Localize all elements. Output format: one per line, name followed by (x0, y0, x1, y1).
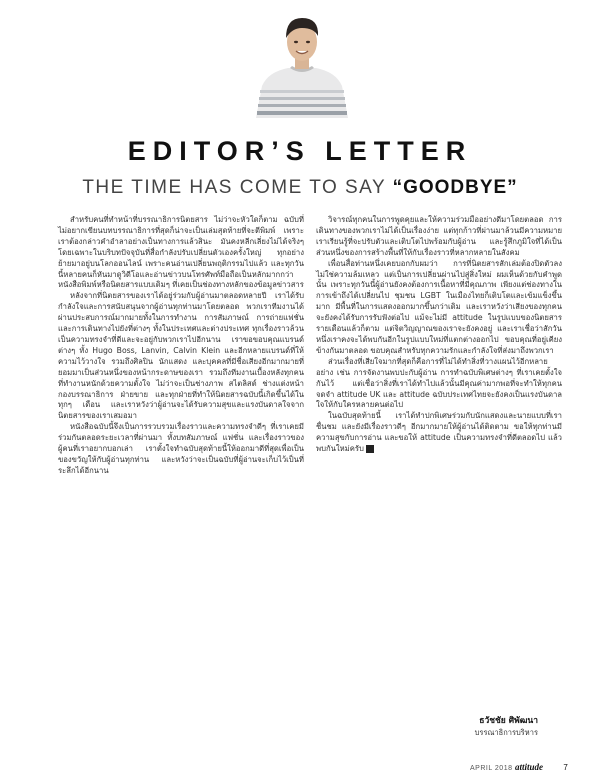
body-paragraph: หลังจากที่นิตยสารของเราได้อยู่ร่วมกับผู้อ่านมาตลอดหลายปี เราได้รับกำลังใจและการสนับสนุนจากผู้อ่านทุกท่านมาโดยตลอด พวกเราทีมงานได้ผ่านประสบการณ์มากมายทั้งในการทำงาน การสัมภาษณ์ การถ่ายแฟชั่น และการเดินทางไปยังที่ต่างๆ ทั้งในประเทศและต่างประเทศ ทุกเรื่องราวล้วนเป็นความทรงจำที่ดีและจะอยู่กับพวกเราไปอีกนาน เราขอขอบคุณแบรนด์ต่างๆ ทั้ง Hugo Boss, Lanvin, Calvin Klein และอีกหลายแบรนด์ที่ให้ความไว้วางใจ รวมถึงศิลปิน นักแสดง และบุคคลที่มีชื่อเสียงอีกมากมายที่ยอมมาเป็นส่วนหนึ่งของหน้ากระดาษของเรา รวมถึงทีมงานเบื้องหลังทุกคนที่ทำงานหนักด้วยความตั้งใจ ไม่ว่าจะเป็นช่างภาพ สไตลิสต์ ช่างแต่งหน้า กองบรรณาธิการ ฝ่ายขาย และทุกฝ่ายที่ทำให้นิตยสารฉบับนี้เกิดขึ้นได้ในทุกๆ เดือน และเราหวังว่าผู้อ่านจะได้รับความสุขและแรงบันดาลใจจากนิตยสารของเราเสมอมา (58, 291, 304, 421)
body-column-left (58, 215, 304, 477)
editor-photo-illustration (248, 6, 356, 118)
body-paragraph: ส่วนเรื่องที่เสียใจมากที่สุดก็คือการที่ไม่ได้ทำสิ่งที่วางแผนไว้อีกหลายอย่าง เช่น การจัดงานพบปะกับผู้อ่าน การทำฉบับพิเศษต่างๆ ที่เราเคยตั้งใจกันไว้ แต่เชื่อว่าสิ่งที่เราได้ทำไปแล้วนั้นมีคุณค่ามากพอที่จะทำให้ทุกคนจดจำ attitude UK และ attitude ฉบับประเทศไทยจะยังคงเป็นแรงบันดาลใจให้กับใครหลายคนต่อไป (316, 356, 562, 410)
footer-issue-date: APRIL 2018 (470, 765, 513, 772)
body-column-right (316, 215, 562, 455)
body-paragraph: เพื่อนสื่อท่านหนึ่งเคยบอกกับผมว่า การที่นิตยสารสักเล่มต้องปิดตัวลงไม่ใช่ความล้มเหลว แต่เป็นการเปลี่ยนผ่านไปสู่สิ่งใหม่ ผมเห็นด้วยกับคำพูดนั้น เพราะทุกวันนี้ผู้อ่านยังคงต้องการเนื้อหาที่มีคุณภาพ เพียงแต่ช่องทางในการเข้าถึงได้เปลี่ยนไป ชุมชน LGBT ในเมืองไทยก็เติบโตและเข้มแข็งขึ้นมาก มีพื้นที่ในการแสดงออกมากขึ้นกว่าเดิม และเราหวังว่าเสียงของทุกคนจะยังคงได้รับการรับฟังต่อไป แม้จะไม่มี attitude ในรูปแบบของนิตยสารรายเดือนแล้วก็ตาม แต่จิตวิญญาณของเราจะยังคงอยู่ และเราเชื่อว่าสักวันหนึ่งเราคงจะได้พบกันอีกในรูปแบบใหม่ที่แตกต่างออกไป ขอบคุณที่อยู่เคียงข้างกันมาตลอด ขอบคุณสำหรับทุกความรักและกำลังใจที่ส่งมาถึงพวกเรา (316, 258, 562, 355)
signature-name: ธวัชชัย ศิพัฒนา (479, 716, 538, 726)
page-title: EDITOR’S LETTER (127, 136, 473, 166)
closing-paragraph-text: ในฉบับสุดท้ายนี้ เราได้ทำปกพิเศษร่วมกับนักแสดงและนายแบบที่เราชื่นชม และยังมีเรื่องราวดีๆ อีกมากมายให้ผู้อ่านได้ติดตาม ขอให้ทุกท่านมีความสุขกับการอ่าน และขอให้ attitude เป็นความทรงจำที่ดีตลอดไป แล้วพบกันใหม่ครับ (316, 411, 562, 454)
page-footer (470, 762, 568, 772)
editor-portrait (248, 6, 356, 118)
page-subtitle (0, 177, 600, 199)
subtitle-lead: THE TIME HAS COME TO SAY (82, 177, 386, 198)
body-paragraph: สำหรับคนที่ทำหน้าที่บรรณาธิการนิตยสาร ไม่ว่าจะหัวใดก็ตาม ฉบับที่ไม่อยากเขียนบทบรรณาธิการที่สุดก็น่าจะเป็นเล่มสุดท้ายที่จะตีพิมพ์ เพราะเราต้องกล่าวคำอำลาอย่างเป็นทางการแล้วสินะ มันคงหลีกเลี่ยงไม่ได้จริงๆ โดยเฉพาะในบริบทปัจจุบันที่สื่อกำลังปรับเปลี่ยนตัวเองครั้งใหญ่ ทุกอย่างย้ายมาอยู่บนโลกออนไลน์ เพราะคนอ่านเปลี่ยนพฤติกรรมไปแล้ว และทุกวันนี้หลายคนก็หันมาดูวิดีโอและอ่านข่าวบนโทรศัพท์มือถือเป็นหลักมากกว่าหนังสือพิมพ์หรือนิตยสารแบบเดิมๆ ที่เคยเป็นช่องทางหลักของข้อมูลข่าวสาร (58, 215, 304, 290)
subtitle-emphasis: “GOODBYE” (392, 177, 518, 198)
end-of-article-icon: a (366, 445, 374, 453)
signature-role: บรรณาธิการบริหาร (474, 728, 538, 737)
body-paragraph (316, 411, 562, 455)
page-number: 7 (563, 763, 569, 772)
body-paragraph: หนังสือฉบับนี้จึงเป็นการรวบรวมเรื่องราวและความทรงจำดีๆ ที่เราเคยมีร่วมกันตลอดระยะเวลาที่ผ่านมา ทั้งบทสัมภาษณ์ แฟชั่น และเรื่องราวของผู้คนที่เราอยากบอกเล่า เราตั้งใจทำฉบับสุดท้ายนี้ให้ออกมาดีที่สุดเพื่อเป็นของขวัญให้กับผู้อ่านทุกท่าน และหวังว่าจะเป็นฉบับที่ผู้อ่านจะเก็บไว้เป็นที่ระลึกได้อีกนาน (58, 422, 304, 475)
body-paragraph: วิจารณ์ทุกคนในการพูดคุยและให้ความร่วมมืออย่างดีมาโดยตลอด การเดินทางของพวกเราไม่ได้เป็นเรื่องง่าย แต่ทุกก้าวที่ผ่านมาล้วนมีความหมาย เราเรียนรู้ที่จะปรับตัวและเติบโตไปพร้อมกับผู้อ่าน และรู้สึกภูมิใจที่ได้เป็นส่วนหนึ่งของการสร้างพื้นที่ให้กับเรื่องราวที่หลากหลายในสังคม (316, 215, 562, 257)
footer-brand-logo: attitude (514, 762, 543, 772)
